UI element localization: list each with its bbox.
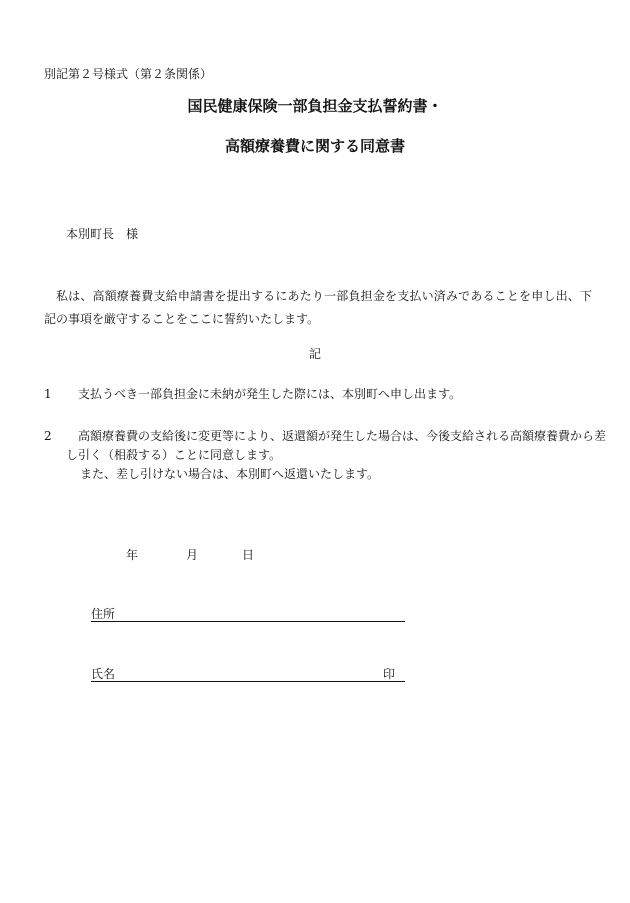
- ki-heading: 記: [308, 347, 321, 361]
- name-field-line: [91, 681, 405, 682]
- item-2-number: 2: [44, 429, 52, 443]
- date-year-label: 年: [126, 548, 139, 562]
- address-field-line: [91, 621, 405, 622]
- addressee: 本別町長 様: [66, 227, 139, 241]
- document-title-line1: 国民健康保険一部負担金支払誓約書・: [187, 97, 443, 115]
- address-label: 住所: [91, 607, 116, 621]
- document-title-line2: 高額療養費に関する同意書: [224, 137, 405, 155]
- item-2-text-line2: し引く（相殺する）ことに同意します。: [66, 448, 282, 462]
- item-2-text-line3: また、差し引けない場合は、本別町へ返還いたします。: [80, 467, 380, 481]
- item-1-number: 1: [44, 387, 52, 401]
- item-1-text: 支払うべき一部負担金に未納が発生した際には、本別町へ申し出ます。: [78, 387, 462, 401]
- name-label: 氏名: [91, 667, 116, 681]
- form-number: 別記第２号様式（第２条関係）: [44, 67, 213, 81]
- seal-label: 印: [383, 667, 396, 681]
- date-month-label: 月: [186, 548, 199, 562]
- item-2-text-line1: 高額療養費の支給後に変更等により、返還額が発生した場合は、今後支給される高額療養費から差: [78, 429, 607, 443]
- date-day-label: 日: [242, 548, 255, 562]
- pledge-paragraph: 私は、高額療養費支給申請書を提出するにあたり一部負担金を支払い済みであることを申し出、下記の事項を厳守することをここに誓約いたします。: [44, 289, 592, 326]
